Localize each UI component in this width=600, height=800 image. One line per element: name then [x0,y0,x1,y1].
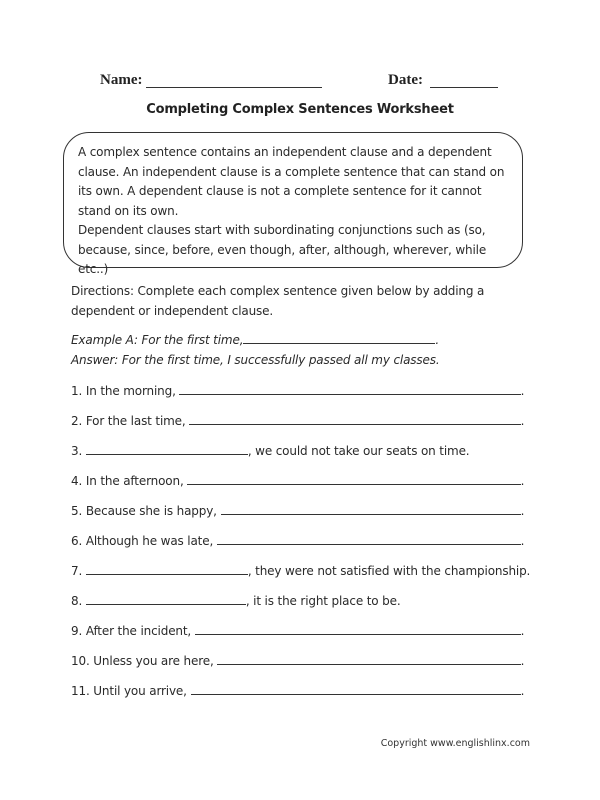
example-block [71,331,541,370]
exercise-prefix: 4. In the afternoon, [71,474,184,488]
exercise-item [71,411,541,441]
example-question-text: Example A: For the first time, [71,333,244,347]
exercise-suffix: . [520,474,525,488]
exercise-item [71,621,541,651]
exercise-prefix: 11. Until you arrive, [71,684,187,698]
exercise-suffix: . [520,654,525,668]
answer-blank[interactable] [179,384,520,395]
exercise-suffix: . [520,504,525,518]
header-row [100,72,500,94]
exercise-item [71,381,541,411]
exercise-suffix: , they were not satisfied with the championship. [247,564,531,578]
exercise-item [71,561,541,591]
exercise-suffix: , we could not take our seats on time. [247,444,470,458]
exercise-item [71,471,541,501]
name-field[interactable] [146,87,322,88]
exercise-item [71,681,541,711]
exercise-prefix: 10. Unless you are here, [71,654,214,668]
example-question [71,331,541,351]
answer-blank[interactable] [189,414,520,425]
answer-blank[interactable] [187,474,520,485]
directions-text: Directions: Complete each complex sentence given below by adding a dependent or independent clause. [71,284,485,318]
exercise-list [71,381,541,711]
answer-blank[interactable] [195,624,521,635]
exercise-prefix: 9. After the incident, [71,624,192,638]
date-label: Date: [388,72,423,88]
exercise-prefix: 3. [71,444,83,458]
exercise-item [71,501,541,531]
info-box [63,132,523,276]
example-answer: Answer: For the first time, I successfully passed all my classes. [71,352,440,367]
exercise-item [71,441,541,471]
exercise-prefix: 8. [71,594,83,608]
answer-blank[interactable] [221,504,521,515]
exercise-suffix: . [520,534,525,548]
exercise-item [71,651,541,681]
answer-blank[interactable] [86,564,248,575]
answer-blank[interactable] [217,534,521,545]
exercise-item [71,531,541,561]
exercise-prefix: 5. Because she is happy, [71,504,217,518]
exercise-suffix: . [520,624,525,638]
exercise-suffix: . [520,684,525,698]
answer-blank[interactable] [86,594,246,605]
info-paragraph-2: Dependent clauses start with subordinating conjunctions such as (so, because, since, before, even though, after, although, wherever, while etc..) [78,223,487,276]
exercise-suffix: . [520,384,525,398]
answer-blank[interactable] [191,684,521,695]
exercise-prefix: 1. In the morning, [71,384,176,398]
exercise-prefix: 6. Although he was late, [71,534,214,548]
exercise-item [71,591,541,621]
exercise-prefix: 7. [71,564,83,578]
example-question-end: . [435,333,440,347]
example-blank [243,333,435,344]
copyright-text: Copyright www.englishlinx.com [380,738,530,749]
exercise-prefix: 2. For the last time, [71,414,186,428]
page-title: Completing Complex Sentences Worksheet [146,102,454,117]
exercise-suffix: . [520,414,525,428]
answer-blank[interactable] [86,444,248,455]
date-field[interactable] [430,87,498,88]
name-label: Name: [100,72,143,88]
answer-blank[interactable] [217,654,520,665]
exercise-suffix: , it is the right place to be. [245,594,401,608]
info-paragraph-1: A complex sentence contains an independent clause and a dependent clause. An independent clause is a complete sentence that can stand on its own. A dependent clause is not a complete sentence for it cannot stand on its own. [78,145,505,218]
